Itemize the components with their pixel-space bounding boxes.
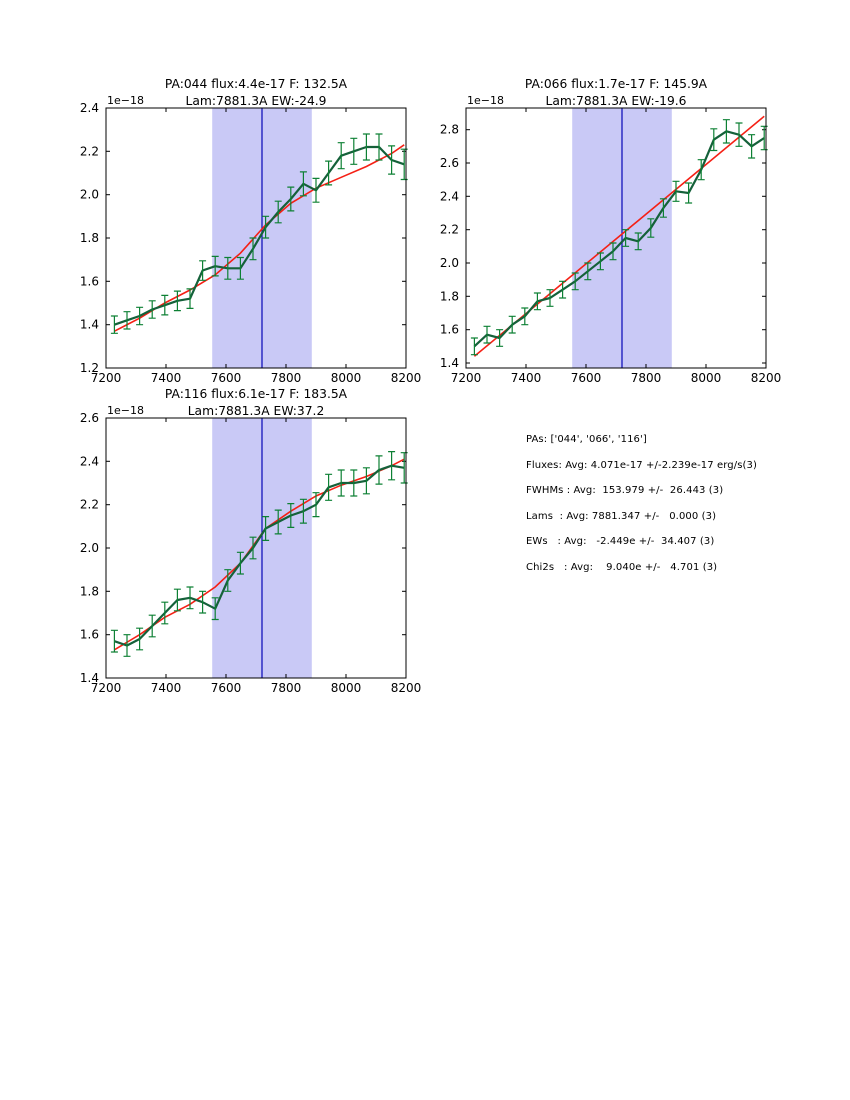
svg-text:1.6: 1.6 bbox=[439, 322, 459, 337]
svg-text:7400: 7400 bbox=[150, 681, 182, 695]
svg-text:7200: 7200 bbox=[90, 681, 122, 695]
stats-line-lams: Lams : Avg: 7881.347 +/- 0.000 (3) bbox=[526, 511, 717, 522]
plot-title-line1: PA:066 flux:1.7e-17 F: 145.9A bbox=[524, 77, 708, 91]
svg-text:2.4: 2.4 bbox=[79, 101, 99, 115]
svg-text:1.8: 1.8 bbox=[439, 289, 459, 304]
svg-text:7600: 7600 bbox=[570, 371, 602, 385]
plot-title-line1: PA:044 flux:4.4e-17 F: 132.5A bbox=[164, 77, 348, 91]
stats-line-ews: EWs : Avg: -2.449e +/- 34.407 (3) bbox=[526, 536, 715, 547]
svg-text:7400: 7400 bbox=[510, 371, 542, 385]
stats-line-pas: PAs: ['044', '066', '116'] bbox=[526, 434, 647, 445]
svg-text:1.6: 1.6 bbox=[79, 274, 99, 289]
y-axis-offset-label: 1e−18 bbox=[107, 94, 144, 107]
plot-title-line2: Lam:7881.3A EW:-19.6 bbox=[545, 94, 687, 108]
svg-text:2.2: 2.2 bbox=[79, 497, 99, 512]
svg-text:7600: 7600 bbox=[210, 371, 242, 385]
stats-line-chi2s: Chi2s : Avg: 9.040e +/- 4.701 (3) bbox=[526, 562, 718, 573]
svg-text:7200: 7200 bbox=[450, 371, 482, 385]
svg-text:1.8: 1.8 bbox=[79, 231, 99, 245]
y-axis-offset-label: 1e−18 bbox=[107, 404, 144, 417]
stats-line-fluxes: Fluxes: Avg: 4.071e-17 +/-2.239e-17 erg/s(3) bbox=[526, 460, 757, 471]
svg-text:2.0: 2.0 bbox=[79, 187, 99, 202]
svg-text:8000: 8000 bbox=[330, 681, 362, 695]
svg-text:1.4: 1.4 bbox=[79, 317, 99, 332]
subplot-pa-116 bbox=[46, 368, 486, 713]
svg-text:2.0: 2.0 bbox=[79, 541, 99, 555]
svg-text:7800: 7800 bbox=[630, 371, 662, 385]
svg-text:7200: 7200 bbox=[90, 371, 122, 385]
plot-title-line2: Lam:7881.3A EW:-24.9 bbox=[185, 94, 327, 108]
svg-text:8000: 8000 bbox=[690, 371, 722, 385]
y-axis-offset-label: 1e−18 bbox=[467, 94, 504, 107]
plot-svg bbox=[46, 368, 486, 713]
svg-text:1.2: 1.2 bbox=[79, 361, 99, 375]
svg-text:8200: 8200 bbox=[390, 681, 422, 695]
svg-text:2.2: 2.2 bbox=[439, 222, 459, 237]
svg-text:2.4: 2.4 bbox=[79, 454, 99, 469]
svg-text:2.4: 2.4 bbox=[439, 189, 459, 204]
subplot-pa-066 bbox=[406, 58, 846, 403]
svg-text:2.2: 2.2 bbox=[79, 144, 99, 159]
svg-text:1.4: 1.4 bbox=[79, 671, 99, 685]
svg-text:8200: 8200 bbox=[750, 371, 782, 385]
svg-text:8000: 8000 bbox=[330, 371, 362, 385]
stats-line-fwhms: FWHMs : Avg: 153.979 +/- 26.443 (3) bbox=[526, 485, 724, 496]
plot-title-line1: PA:116 flux:6.1e-17 F: 183.5A bbox=[164, 387, 348, 401]
svg-text:1.8: 1.8 bbox=[79, 584, 99, 599]
plot-title-line2: Lam:7881.3A EW:37.2 bbox=[187, 404, 325, 418]
plot-svg bbox=[406, 58, 846, 403]
svg-text:1.6: 1.6 bbox=[79, 627, 99, 642]
svg-text:7800: 7800 bbox=[270, 681, 302, 695]
svg-text:2.8: 2.8 bbox=[439, 122, 459, 137]
svg-text:2.6: 2.6 bbox=[79, 411, 99, 425]
svg-text:2.6: 2.6 bbox=[439, 156, 459, 170]
svg-text:7600: 7600 bbox=[210, 681, 242, 695]
svg-text:7800: 7800 bbox=[270, 371, 302, 385]
svg-text:1.4: 1.4 bbox=[439, 356, 459, 370]
svg-text:2.0: 2.0 bbox=[439, 256, 459, 270]
svg-text:7400: 7400 bbox=[150, 371, 182, 385]
svg-text:8200: 8200 bbox=[390, 371, 422, 385]
